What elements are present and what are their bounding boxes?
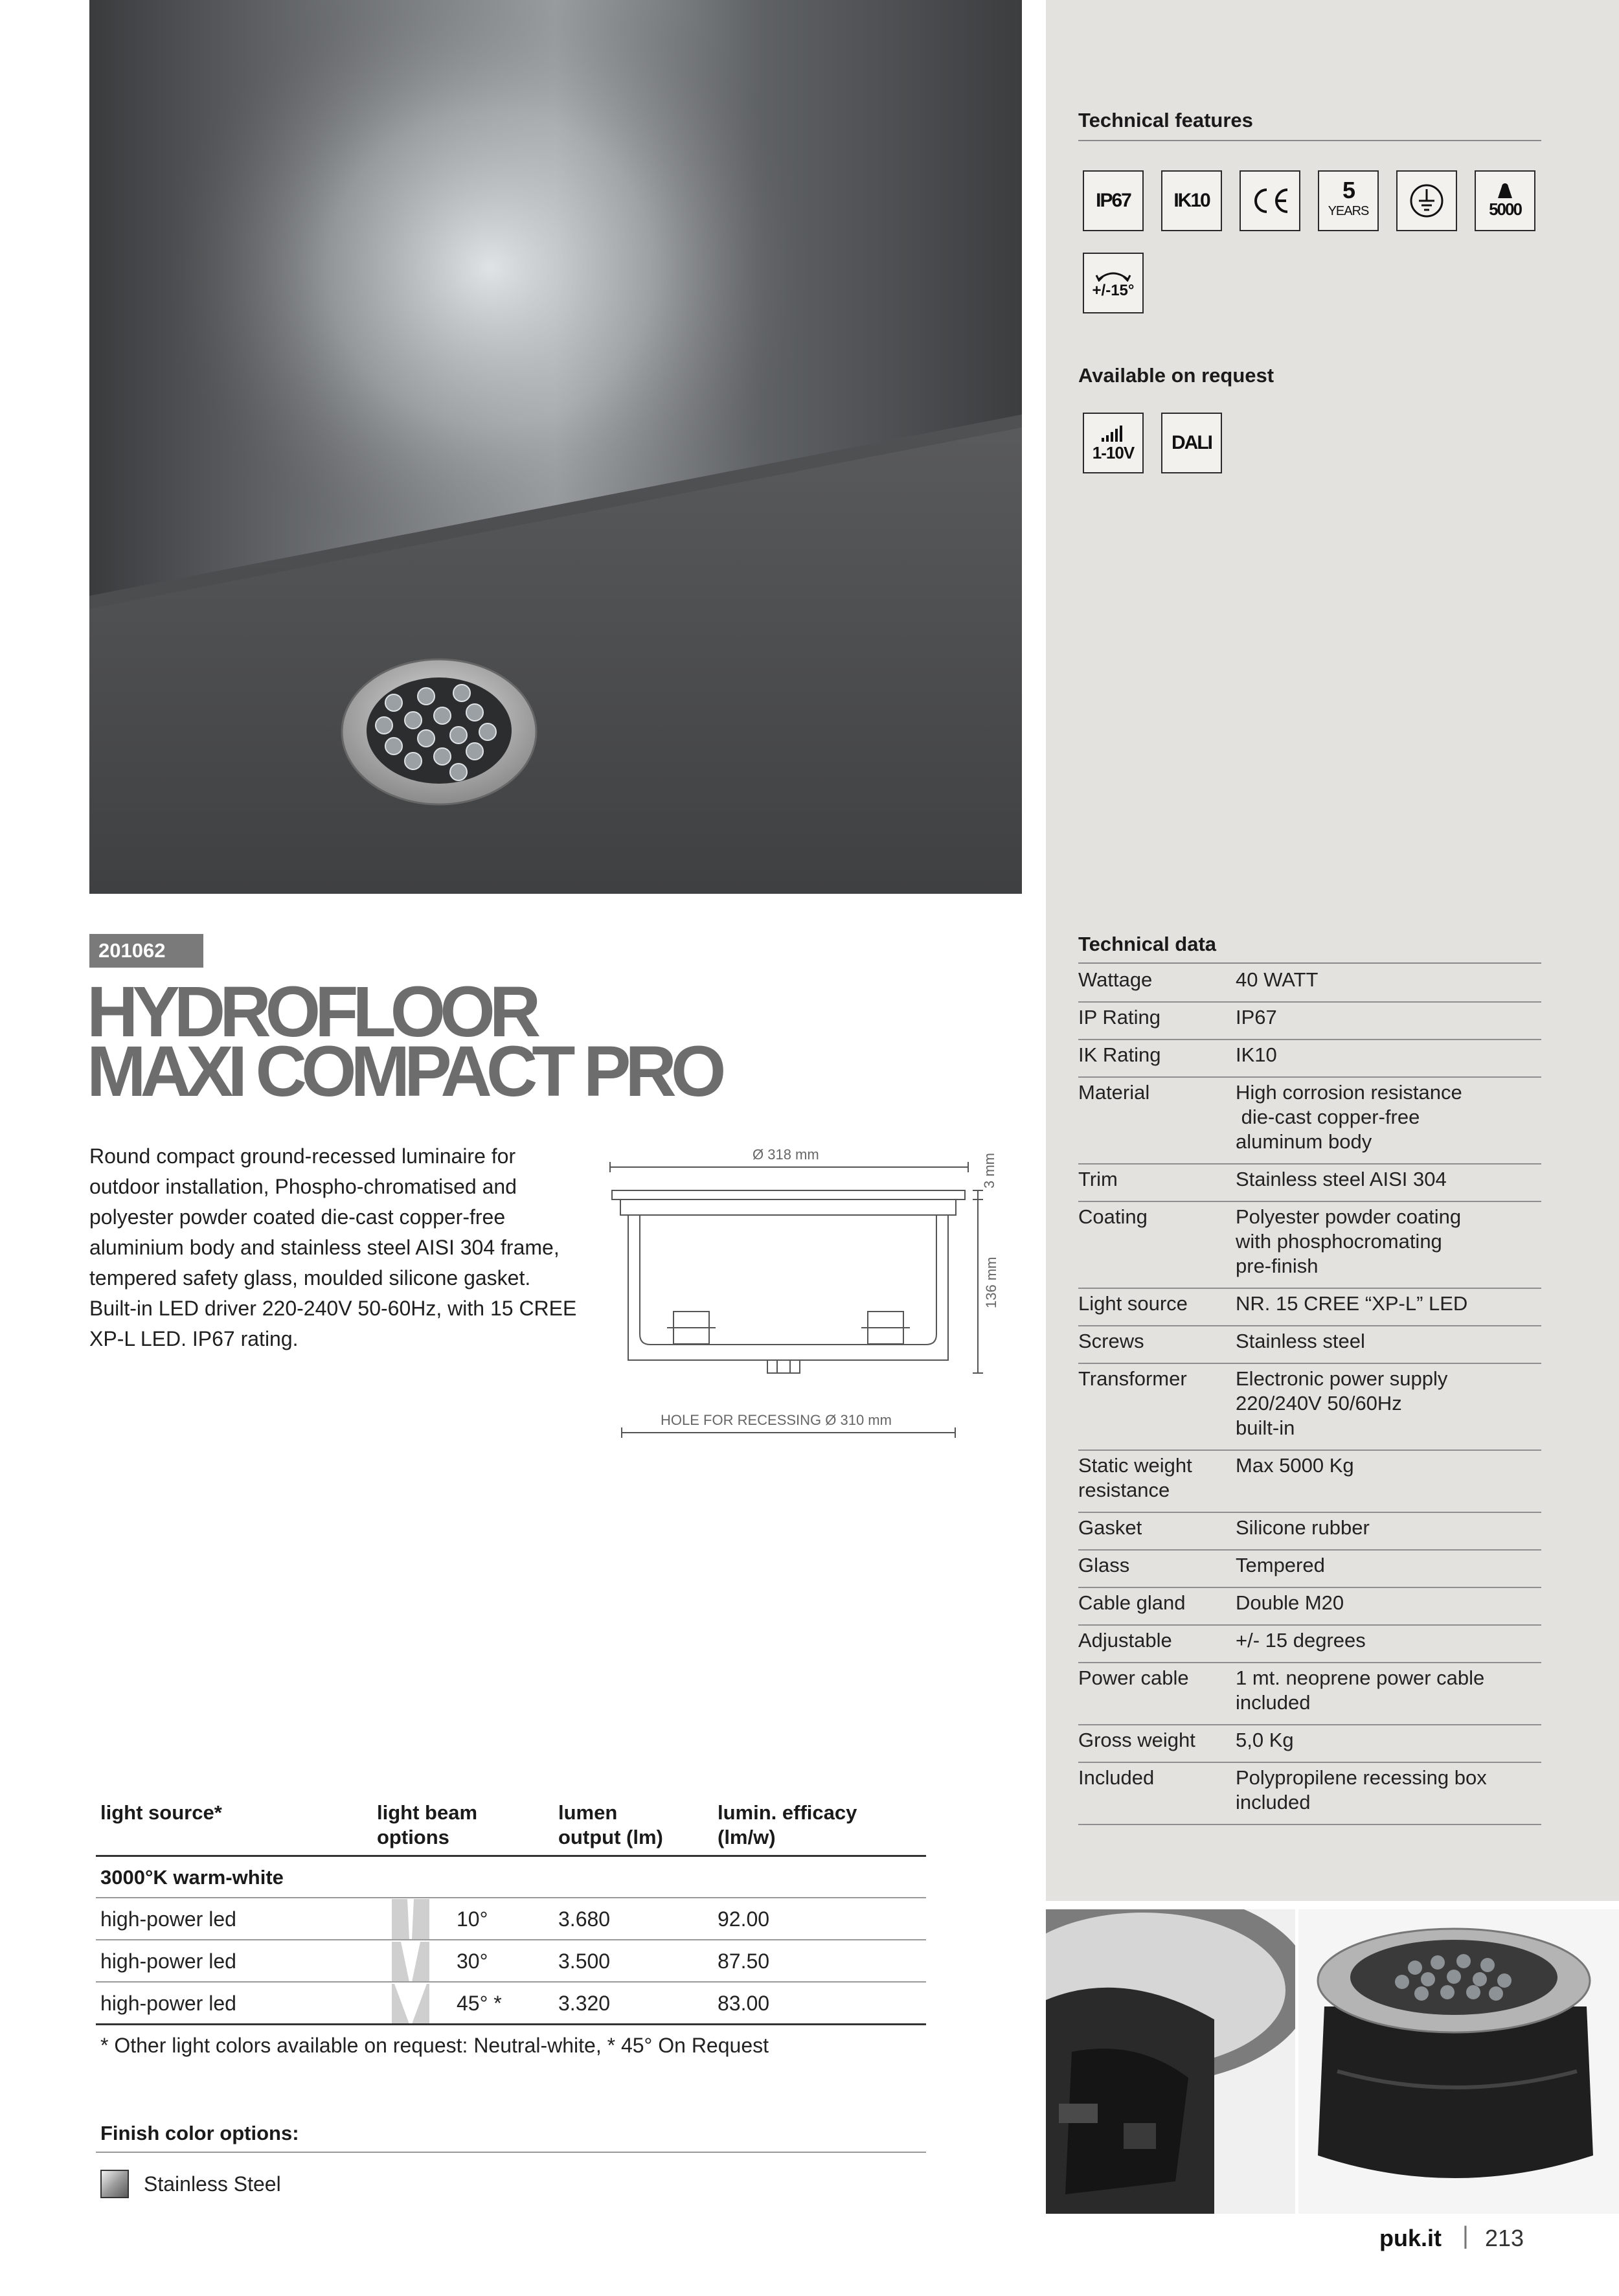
technical-data-label: Wattage xyxy=(1078,968,1153,991)
technical-data-label: Coating xyxy=(1078,1205,1148,1228)
technical-data-label: Static weight resistance xyxy=(1078,1454,1192,1501)
row-lumen: 3.680 xyxy=(558,1907,611,1931)
divider xyxy=(96,1981,926,1983)
row-beam: 10° xyxy=(457,1907,488,1931)
table-note: * Other light colors available on request: Neutral-white, * 45° On Request xyxy=(100,2034,769,2057)
tilt-icon: +/-15° xyxy=(1083,253,1144,313)
technical-drawing xyxy=(602,1140,1017,1451)
available-on-request-title: Available on request xyxy=(1078,364,1274,387)
technical-data-value: +/- 15 degrees xyxy=(1236,1629,1366,1652)
beam-30-icon xyxy=(392,1942,429,1982)
technical-data-label: Material xyxy=(1078,1081,1150,1104)
technical-data-value: Polyester powder coating with phosphocromating pre-finish xyxy=(1236,1205,1462,1277)
technical-data-row xyxy=(1078,1001,1541,1040)
header-light-beam: light beam options xyxy=(377,1801,478,1848)
technical-data-value: 1 mt. neoprene power cable included xyxy=(1236,1666,1485,1714)
footer-separator: | xyxy=(1462,2222,1469,2249)
product-title-line1: HYDROFLOOR xyxy=(87,972,536,1052)
technical-data-value: IK10 xyxy=(1236,1043,1277,1066)
hero-photo xyxy=(89,0,1022,894)
product-detail-photo-1 xyxy=(1046,1909,1295,2214)
row-efficacy: 87.50 xyxy=(718,1949,770,1973)
technical-data-row xyxy=(1078,1662,1541,1725)
ik10-icon: IK10 xyxy=(1161,170,1222,231)
header-luminous-efficacy: lumin. efficacy (lm/w) xyxy=(718,1801,857,1848)
technical-data-value: Double M20 xyxy=(1236,1591,1344,1614)
technical-data-value: Polypropilene recessing box included xyxy=(1236,1766,1487,1813)
weight-icon: 5000 xyxy=(1475,170,1535,231)
footer-website-link[interactable]: puk.it xyxy=(1379,2225,1442,2251)
finish-swatch-stainless-steel xyxy=(100,2170,129,2198)
product-title-line2: MAXI COMPACT PRO xyxy=(87,1032,721,1111)
technical-data-title: Technical data xyxy=(1078,933,1217,955)
technical-data-row xyxy=(1078,964,1541,1003)
technical-data-row xyxy=(1078,1288,1541,1326)
technical-data-row xyxy=(1078,1549,1541,1588)
divider xyxy=(96,2152,926,2153)
technical-data-label: Light source xyxy=(1078,1292,1188,1315)
technical-data-value: High corrosion resistance die-cast copper-free aluminum body xyxy=(1236,1081,1462,1153)
row-lumen: 3.320 xyxy=(558,1992,611,2015)
technical-data-label: Screws xyxy=(1078,1330,1144,1352)
luminaire-image xyxy=(342,659,536,804)
row-source: high-power led xyxy=(100,1949,236,1973)
row-beam: 45° * xyxy=(457,1992,502,2015)
dali-icon: DALI xyxy=(1161,413,1222,473)
hole-label: HOLE FOR RECESSING Ø 310 mm xyxy=(661,1412,892,1428)
technical-data-row xyxy=(1078,1624,1541,1663)
earth-ground-icon xyxy=(1396,170,1457,231)
technical-data-row xyxy=(1078,1512,1541,1551)
technical-data-row xyxy=(1078,1039,1541,1078)
technical-data-value: Max 5000 Kg xyxy=(1236,1454,1354,1477)
technical-data-row xyxy=(1078,1587,1541,1626)
product-detail-photo-2 xyxy=(1298,1909,1619,2214)
ip67-icon: IP67 xyxy=(1083,170,1144,231)
dimming-1-10v-icon: 1-10V xyxy=(1083,413,1144,473)
ce-mark-icon xyxy=(1240,170,1300,231)
diameter-label: Ø 318 mm xyxy=(753,1146,819,1163)
row-source: high-power led xyxy=(100,1992,236,2015)
divider xyxy=(96,1855,926,1857)
technical-data-row xyxy=(1078,1325,1541,1364)
divider xyxy=(96,1897,926,1898)
row-lumen: 3.500 xyxy=(558,1949,611,1973)
technical-data-value: NR. 15 CREE “XP-L” LED xyxy=(1236,1292,1468,1315)
technical-data-label: Adjustable xyxy=(1078,1629,1172,1652)
product-code-badge: 201062 xyxy=(89,934,203,968)
technical-data-label: Transformer xyxy=(1078,1367,1187,1390)
technical-data-value: Stainless steel AISI 304 xyxy=(1236,1168,1447,1190)
header-lumen-output: lumen output (lm) xyxy=(558,1801,663,1848)
technical-data-label: Included xyxy=(1078,1766,1155,1789)
technical-data-label: IP Rating xyxy=(1078,1006,1160,1029)
technical-data-label: Power cable xyxy=(1078,1666,1189,1689)
warranty-icon: 5 YEARS xyxy=(1318,170,1379,231)
technical-data-value: 5,0 Kg xyxy=(1236,1729,1294,1751)
row-beam: 30° xyxy=(457,1949,488,1973)
technical-data-value: IP67 xyxy=(1236,1006,1277,1029)
page-number: 213 xyxy=(1485,2225,1524,2251)
finish-option-label: Stainless Steel xyxy=(144,2172,281,2196)
technical-data-row xyxy=(1078,1363,1541,1451)
technical-data-label: Cable gland xyxy=(1078,1591,1186,1614)
technical-features-title: Technical features xyxy=(1078,109,1253,131)
technical-data-row xyxy=(1078,1201,1541,1289)
technical-data-value: Stainless steel xyxy=(1236,1330,1365,1352)
height-label: 136 mm xyxy=(983,1256,999,1308)
finish-title: Finish color options: xyxy=(100,2122,299,2144)
technical-data-label: Trim xyxy=(1078,1168,1118,1190)
top-height-label: 3 mm xyxy=(981,1153,997,1188)
beam-10-icon xyxy=(392,1899,429,1939)
divider xyxy=(1078,140,1541,141)
technical-data-label: Glass xyxy=(1078,1554,1130,1576)
technical-data-value: Silicone rubber xyxy=(1236,1516,1370,1539)
product-description: Round compact ground-recessed luminaire for outdoor installation, Phospho-chromatised and polyester powder coated die-cast copper-free aluminium body and stainless steel AISI 304 frame, tempered safety glass, moulded silicone gasket. Built-in LED driver 220-240V 50-60Hz, with 15 CREE XP-L LED. IP67 rating. xyxy=(89,1144,577,1350)
divider xyxy=(96,1939,926,1940)
color-temperature-group: 3000°K warm-white xyxy=(100,1866,284,1889)
technical-data-value: 40 WATT xyxy=(1236,968,1319,991)
technical-data-label: Gross weight xyxy=(1078,1729,1195,1751)
divider xyxy=(96,2023,926,2025)
technical-data-value: Electronic power supply 220/240V 50/60Hz built-in xyxy=(1236,1367,1448,1439)
row-efficacy: 83.00 xyxy=(718,1992,770,2015)
technical-data-row xyxy=(1078,1449,1541,1513)
row-source: high-power led xyxy=(100,1907,236,1931)
technical-data-row xyxy=(1078,1762,1541,1825)
technical-data-row xyxy=(1078,1076,1541,1165)
header-light-source: light source* xyxy=(100,1801,222,1824)
row-efficacy: 92.00 xyxy=(718,1907,770,1931)
technical-data-label: Gasket xyxy=(1078,1516,1142,1539)
technical-data-row xyxy=(1078,1163,1541,1202)
technical-data-label: IK Rating xyxy=(1078,1043,1161,1066)
technical-data-row xyxy=(1078,1724,1541,1763)
beam-45-icon xyxy=(392,1984,429,2024)
technical-data-value: Tempered xyxy=(1236,1554,1325,1576)
